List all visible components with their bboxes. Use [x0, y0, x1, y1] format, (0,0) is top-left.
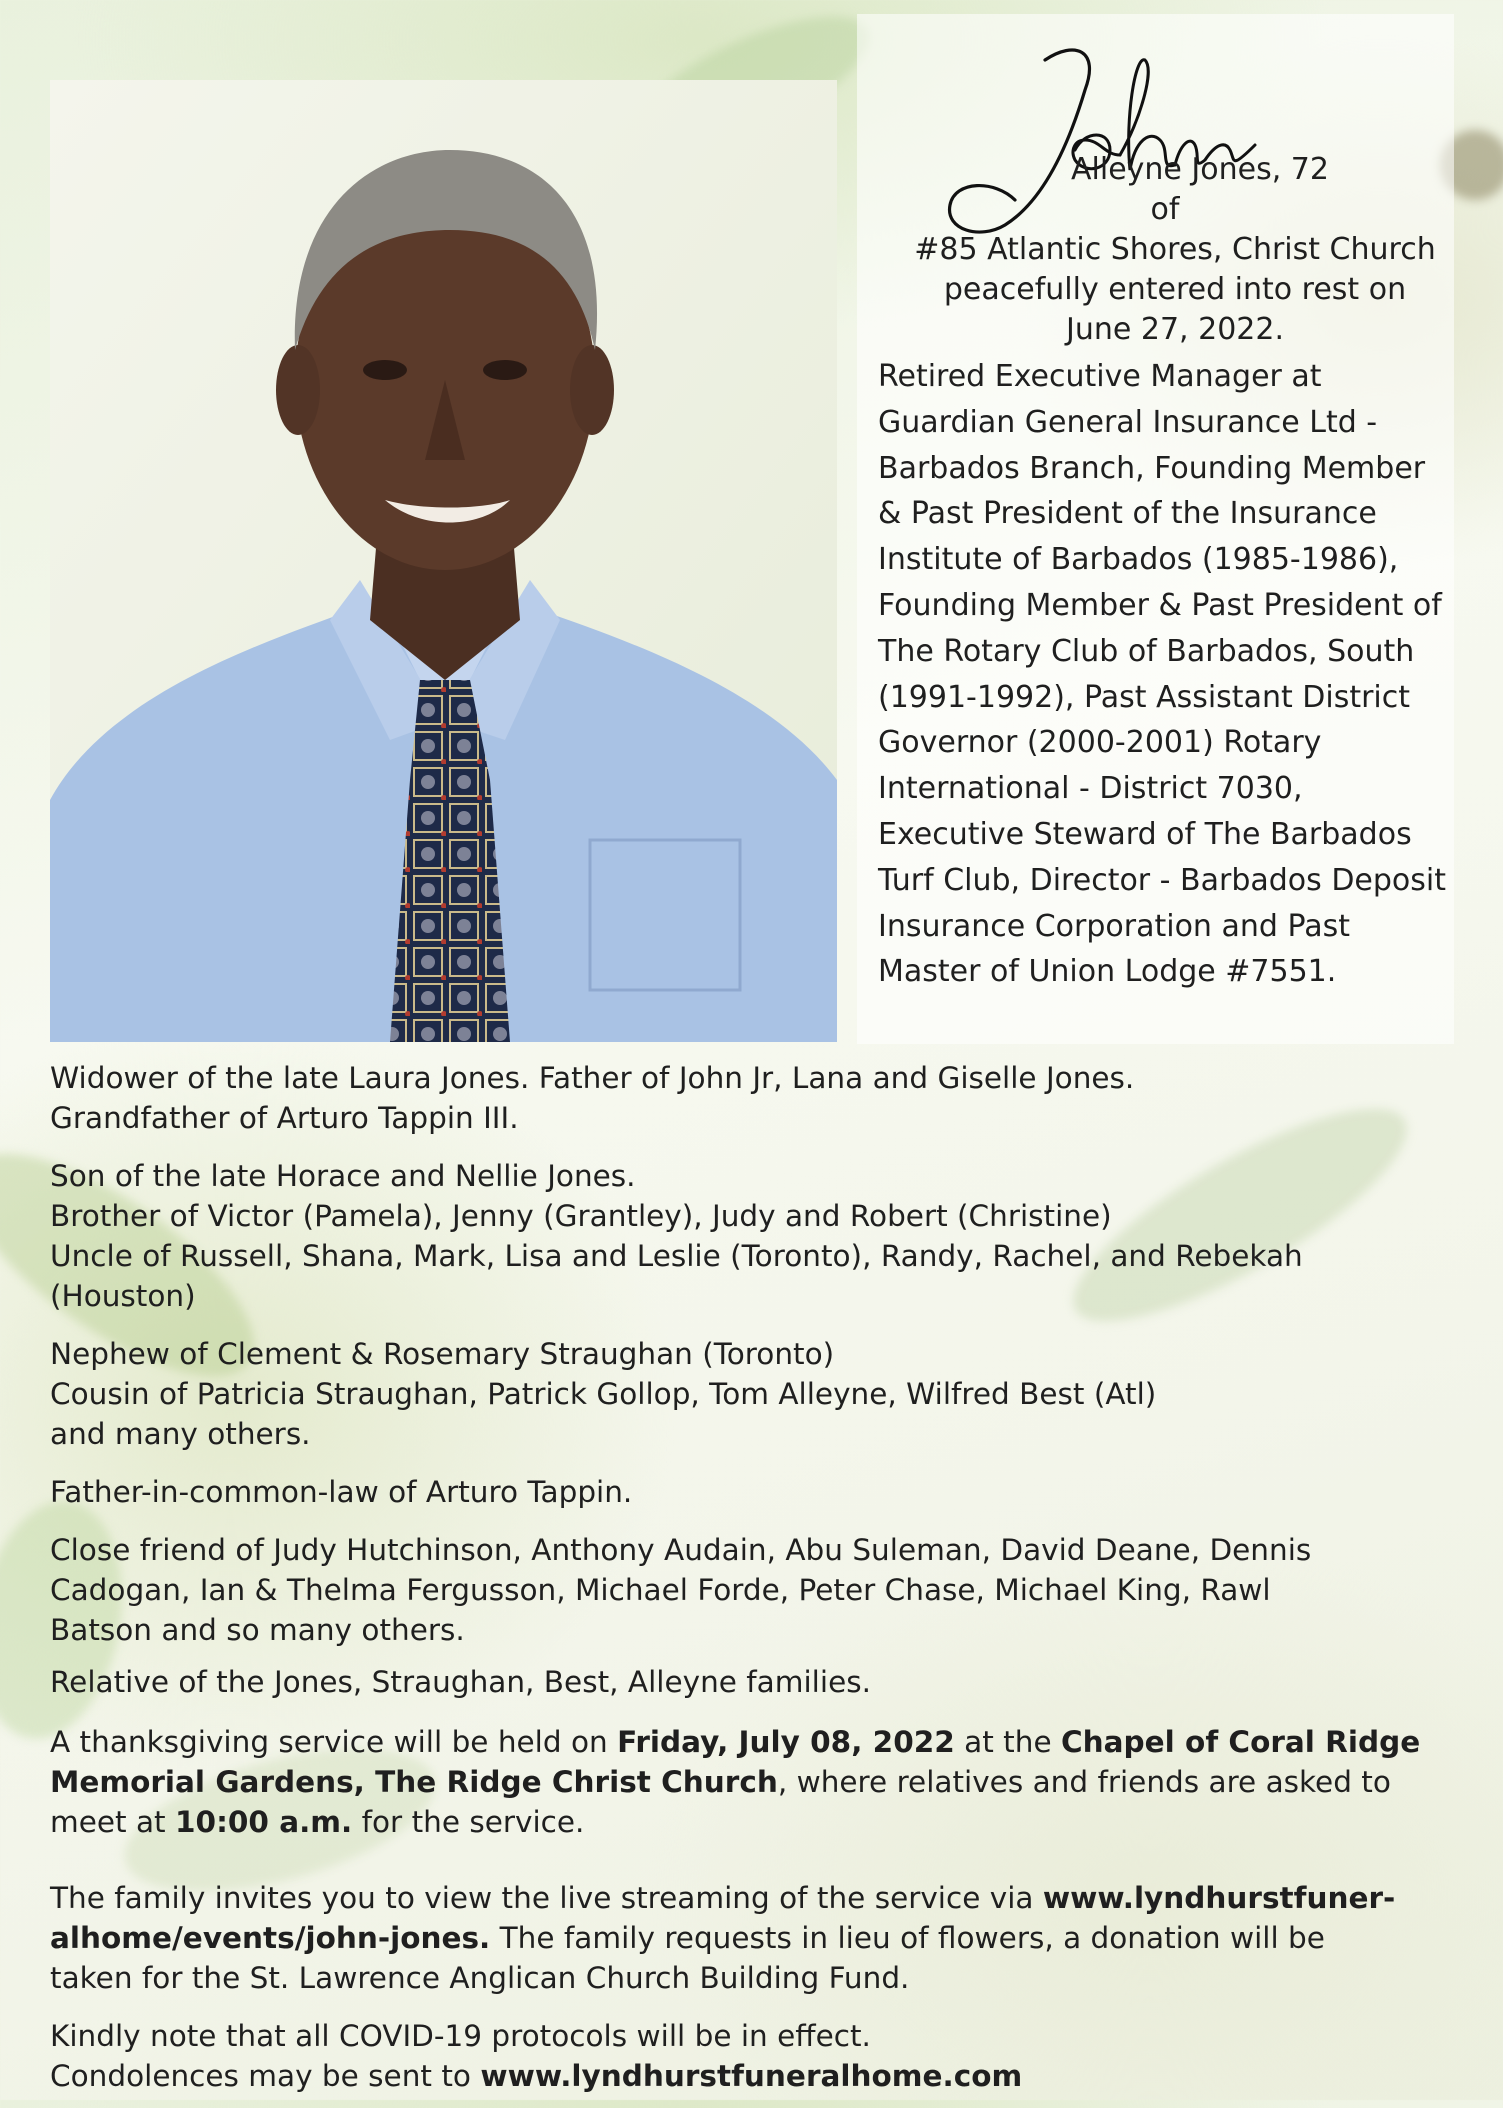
- relatives-paragraph: [50, 1662, 1460, 1702]
- service-line-3: [50, 1802, 1460, 1842]
- service-line-1: [50, 1722, 1460, 1762]
- father-in-law-paragraph: [50, 1472, 1460, 1512]
- brother-line: Brother of Victor (Pamela), Jenny (Grantley), Judy and Robert (Christine): [50, 1199, 1112, 1233]
- cousin-line-cont: and many others.: [50, 1417, 311, 1451]
- service-venue: Chapel of Coral Ridge: [1060, 1725, 1421, 1759]
- career-bio: Retired Executive Manager at Guardian General Insurance Ltd - Barbados Branch, Founding Member & Past President of the Insurance Institute of Barbados (1985-1986), Founding Member & Past President of The Rotary Club of Barbados, South (1991-1992), Past Assistant District Governor (2000-2001) Rotary International - District 7030, Executive Steward of The Barbados Turf Club, Director - Barbados Deposit Insurance Corporation and Past Master of Union Lodge #7551.: [878, 359, 1447, 990]
- address-line: #85 Atlantic Shores, Christ Church: [914, 232, 1436, 267]
- donation-text: The family requests in lieu of flowers, a donation will be: [490, 1921, 1325, 1955]
- rest-line: peacefully entered into rest on: [943, 272, 1407, 307]
- widower-line: Widower of the late Laura Jones. Father of John Jr, Lana and Giselle Jones.: [50, 1061, 1135, 1095]
- service-at: at the: [954, 1725, 1061, 1759]
- service-intro: A thanksgiving service will be held on: [50, 1725, 618, 1759]
- friends-paragraph: [50, 1530, 1460, 1650]
- family-paragraph: [50, 1058, 1460, 1138]
- streaming-paragraph: [50, 1878, 1460, 1998]
- streaming-link-cont[interactable]: alhome/events/john-jones.: [50, 1921, 491, 1955]
- father-in-law-line: Father-in-common-law of Arturo Tappin.: [50, 1475, 633, 1509]
- friends-line-3: Batson and so many others.: [50, 1613, 465, 1647]
- streaming-line-1: [50, 1878, 1460, 1918]
- header-block: [860, 150, 1450, 350]
- website-link[interactable]: www.lyndhurstfuneralhome.com: [480, 2059, 1023, 2093]
- service-time: 10:00 a.m.: [175, 1805, 353, 1839]
- condolences-line: [50, 2056, 1460, 2096]
- uncle-line-cont: (Houston): [50, 1279, 196, 1313]
- streaming-link[interactable]: www.lyndhurstfuner-: [1042, 1881, 1396, 1915]
- service-paragraph: [50, 1722, 1460, 1842]
- covid-line: Kindly note that all COVID-19 protocols will be in effect.: [50, 2019, 871, 2053]
- service-line-2: [50, 1762, 1460, 1802]
- name-line: Alleyne Jones, 72: [1071, 152, 1329, 187]
- streaming-line-3: taken for the St. Lawrence Anglican Church Building Fund.: [50, 1961, 910, 1995]
- relatives-line: Relative of the Jones, Straughan, Best, Alleyne families.: [50, 1665, 871, 1699]
- uncle-line: Uncle of Russell, Shana, Mark, Lisa and Leslie (Toronto), Randy, Rachel, and Rebekah: [50, 1239, 1303, 1273]
- son-line: Son of the late Horace and Nellie Jones.: [50, 1159, 636, 1193]
- obituary-body: [50, 1058, 1460, 2108]
- extended-paragraph: [50, 1334, 1460, 1454]
- relations-paragraph: [50, 1156, 1460, 1316]
- cousin-line: Cousin of Patricia Straughan, Patrick Gollop, Tom Alleyne, Wilfred Best (Atl): [50, 1377, 1157, 1411]
- of-line: of: [1150, 192, 1180, 227]
- service-venue-cont: Memorial Gardens, The Ridge Christ Church: [50, 1765, 778, 1799]
- service-date: Friday, July 08, 2022: [617, 1725, 955, 1759]
- portrait-photo: [50, 80, 837, 1042]
- streaming-line-2: [50, 1918, 1460, 1958]
- service-after-venue: , where relatives and friends are asked to: [777, 1765, 1391, 1799]
- friends-line-2: Cadogan, Ian & Thelma Fergusson, Michael Forde, Peter Chase, Michael King, Rawl: [50, 1573, 1271, 1607]
- service-for: for the service.: [352, 1805, 585, 1839]
- nephew-line: Nephew of Clement & Rosemary Straughan (Toronto): [50, 1337, 835, 1371]
- friends-line-1: Close friend of Judy Hutchinson, Anthony Audain, Abu Suleman, David Deane, Dennis: [50, 1533, 1312, 1567]
- closing-paragraph: [50, 2016, 1460, 2096]
- service-meet: meet at: [50, 1805, 176, 1839]
- condolences-text: Condolences may be sent to: [50, 2059, 481, 2093]
- date-line: June 27, 2022.: [1066, 312, 1284, 347]
- grandfather-line: Grandfather of Arturo Tappin III.: [50, 1101, 519, 1135]
- streaming-intro: The family invites you to view the live streaming of the service via: [50, 1881, 1043, 1915]
